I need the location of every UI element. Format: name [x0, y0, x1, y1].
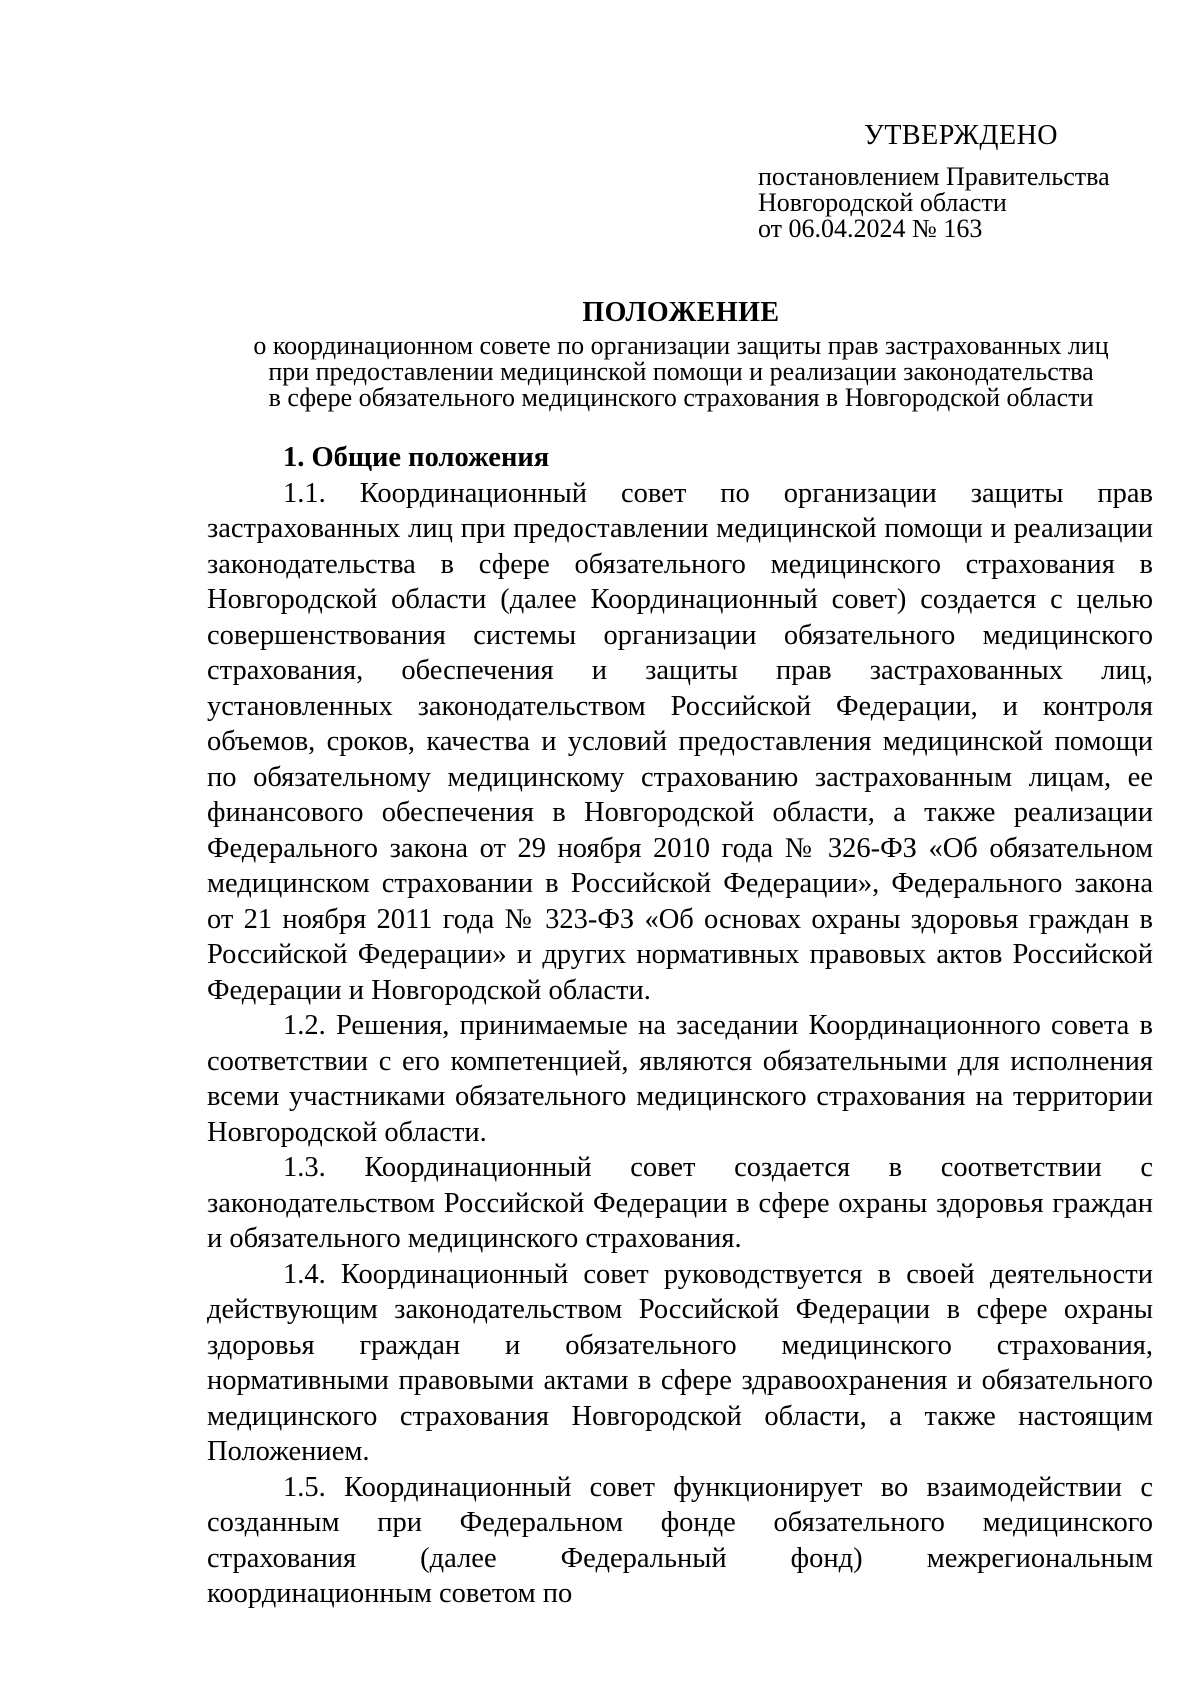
document-subtitle-line: в сфере обязательного медицинского страхования в Новгородской области	[268, 383, 1094, 412]
document-subtitle	[210, 333, 1152, 411]
paragraph-1-3: 1.3. Координационный совет создается в соответствии с законодательством Российской Федерации в сфере охраны здоровья граждан и обязательного медицинского страхования.	[207, 1152, 1153, 1254]
approval-line-date-number: от 06.04.2024 № 163	[758, 214, 983, 243]
approval-line-resolution: постановлением Правительства	[758, 162, 1110, 191]
document-subtitle-line: о координационном совете по организации защиты прав застрахованных лиц	[253, 331, 1109, 360]
approval-title: УТВЕРЖДЕНО	[864, 120, 1059, 151]
document-title: ПОЛОЖЕНИЕ	[582, 297, 780, 328]
document-subtitle-line: при предоставлении медицинской помощи и реализации законодательства	[268, 357, 1094, 386]
paragraph-1-5: 1.5. Координационный совет функционирует во взаимодействии с созданным при Федеральном фонде обязательного медицинского страхования (далее Федеральный фонд) межрегиональным координационным советом по	[207, 1471, 1153, 1609]
document-body	[207, 440, 1153, 1612]
paragraph-1-1: 1.1. Координационный совет по организации защиты прав застрахованных лиц при предоставлении медицинской помощи и реализации законодательства в сфере обязательного медицинского страхования в Новгородской области (далее Координационный совет) создается с целью совершенствования системы организации обязательного медицинского страхования, обеспечения и защиты прав застрахованных лиц, установленных законодательством Российской Федерации, и контроля объемов, сроков, качества и условий предоставления медицинской помощи по обязательному медицинскому страхованию застрахованным лицам, ее финансового обеспечения в Новгородской области, а также реализации Федерального закона от 29 ноября 2010 года № 326-ФЗ «Об обязательном медицинском страховании в Российской Федерации», Федерального закона от 21 ноября 2011 года № 323-ФЗ «Об основах охраны здоровья граждан в Российской Федерации» и других нормативных правовых актов Российской Федерации и Новгородской области.	[207, 477, 1153, 1006]
section-heading: 1. Общие положения	[283, 442, 550, 473]
paragraph-1-4: 1.4. Координационный совет руководствуется в своей деятельности действующим законодательством Российской Федерации в сфере охраны здоровья граждан и обязательного медицинского страхования, нормативными правовыми актами в сфере здравоохранения и обязательного медицинского страхования Новгородской области, а также настоящим Положением.	[207, 1258, 1153, 1467]
paragraph-1-2: 1.2. Решения, принимаемые на заседании Координационного совета в соответствии с его компетенцией, являются обязательными для исполнения всеми участниками обязательного медицинского страхования на территории Новгородской области.	[207, 1010, 1153, 1148]
approval-block	[758, 118, 1178, 242]
document-heading	[210, 295, 1152, 411]
approval-line-region: Новгородской области	[758, 188, 1007, 217]
